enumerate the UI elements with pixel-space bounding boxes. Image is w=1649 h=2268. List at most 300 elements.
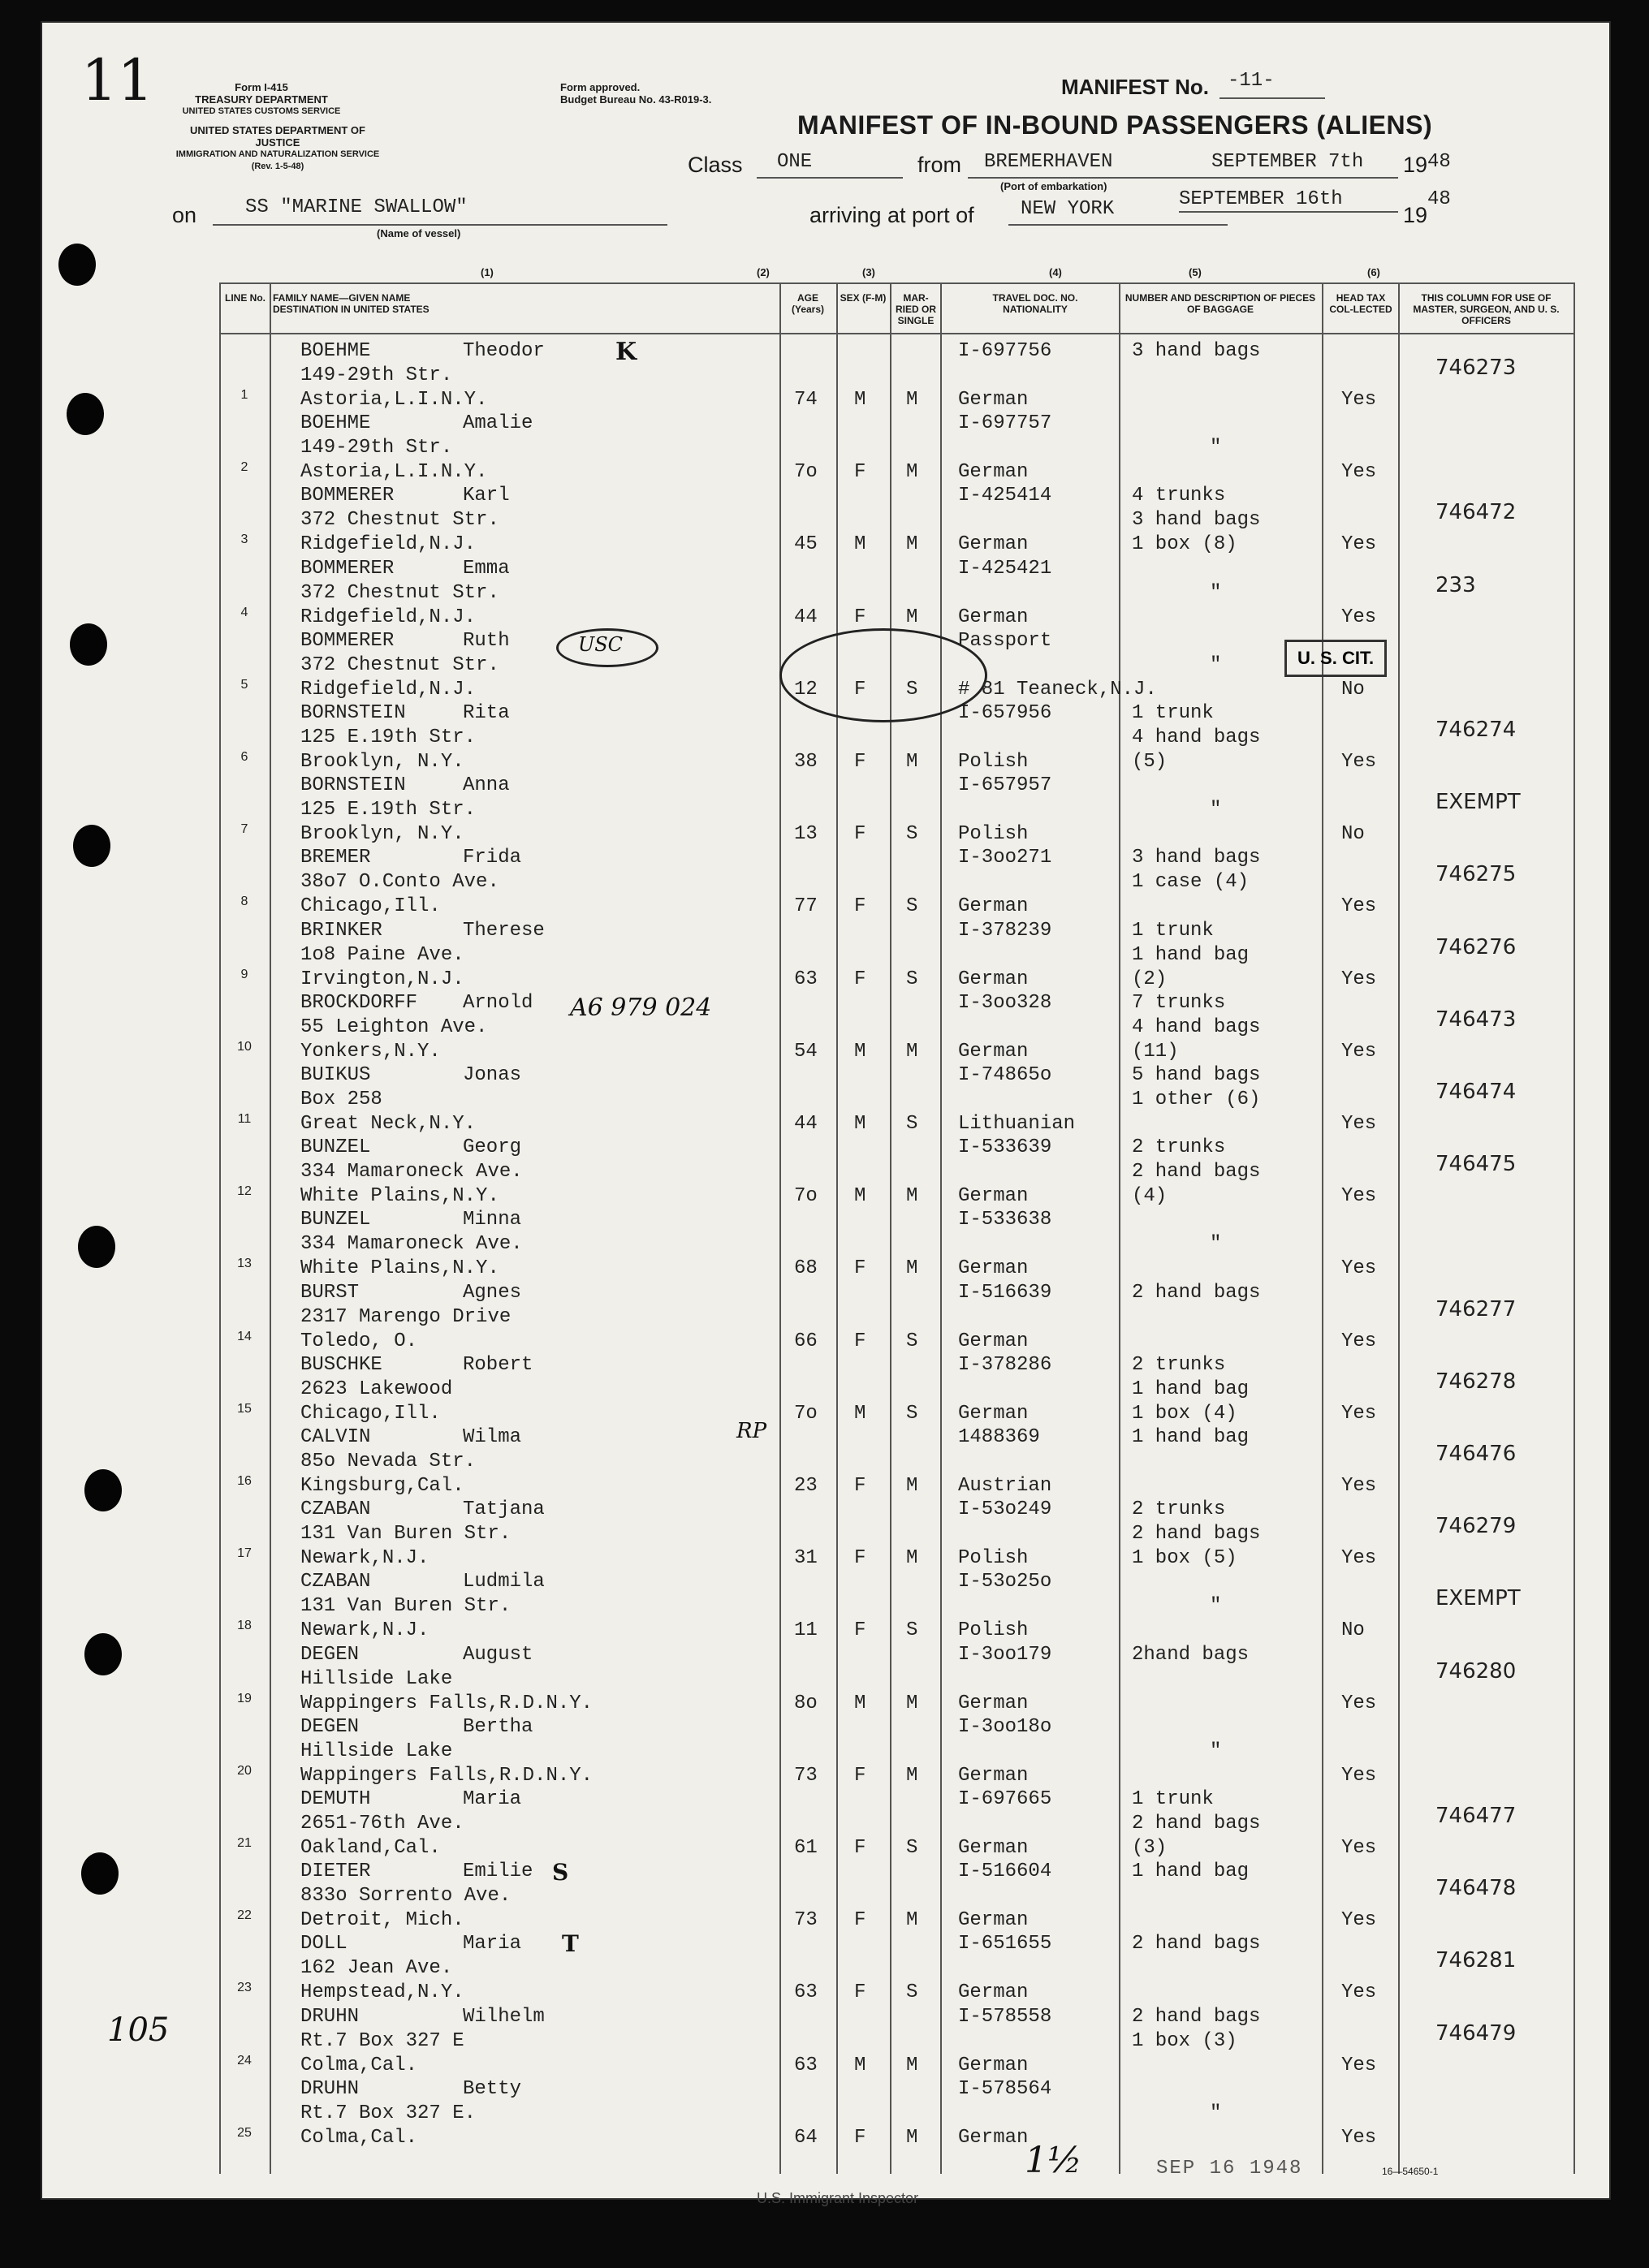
marital-status: S [906,1981,918,2004]
given-name: Amalie [463,412,533,435]
manifest-no-label: MANIFEST No. [1061,75,1209,99]
nationality: German [958,606,1029,628]
family-name: DRUHN [300,2077,360,2100]
family-name: DEGEN [300,1643,360,1666]
travel-doc-no: I-578564 [958,2077,1052,2100]
travel-doc-no: I-533639 [958,1136,1052,1159]
family-name: BOMMERER [300,629,395,652]
address-line-1: 149-29th Str. [300,437,453,459]
officer-number: 746275 [1435,862,1517,887]
travel-doc-no: I-697757 [958,412,1052,435]
marital-status: S [906,1619,918,1642]
nationality: German [958,1909,1029,1932]
k-mark: K [615,338,637,366]
sex: F [854,678,866,701]
family-name: BORNSTEIN [300,702,406,724]
nationality: German [958,1692,1029,1714]
marital-status: M [906,1692,918,1714]
officer-number: 746276 [1435,934,1517,959]
justice-block [172,124,383,173]
officer-number: 746478 [1435,1876,1517,1901]
address-line-2: Ridgefield,N.J. [300,533,477,556]
table-row [219,1498,1575,1570]
baggage-line-2: " [1210,653,1222,676]
family-name: BROCKDORFF [300,991,418,1014]
travel-doc-no: I-578558 [958,2005,1052,2028]
sex: F [854,823,866,846]
travel-doc-no: I-378286 [958,1353,1052,1376]
nationality: Polish [958,823,1029,846]
marital-status: M [906,1909,918,1932]
table-row [219,1715,1575,1787]
sex: F [854,2126,866,2149]
address-line-2: Great Neck,N.Y. [300,1113,477,1135]
col-officer-header: THIS COLUMN FOR USE OF MASTER, SURGEON, AND U. S. OFFICERS [1413,292,1560,326]
col-line-header: LINE No. [225,292,265,304]
alien-reg-number: A6 979 024 [570,994,712,1022]
embark-port-note: (Port of embarkation) [1000,180,1107,192]
approval-block [560,81,804,106]
travel-doc-no: Passport [958,629,1052,652]
family-name: DOLL [300,1933,347,1955]
usc-oval-text: USC [578,633,624,656]
head-tax: Yes [1341,1692,1377,1714]
address-line-1: 372 Chestnut Str. [300,509,499,532]
marital-status: S [906,1837,918,1859]
sex: F [854,895,866,918]
officer-number: EXEMPT [1435,790,1521,815]
sex: F [854,1547,866,1570]
nationality: German [958,1185,1029,1208]
age: 11 [794,1619,818,1642]
address-line-1: 2623 Lakewood [300,1378,453,1400]
table-row [219,1208,1575,1280]
address-line-1: 125 E.19th Str. [300,727,477,748]
address-line-1: 1o8 Paine Ave. [300,943,464,966]
nationality: German [958,968,1029,990]
line-number: 22 [237,1908,252,1923]
inspector-label: U.S. Immigrant Inspector [757,2190,919,2206]
table-row [219,1570,1575,1642]
marital-status: M [906,1764,918,1787]
address-line-1: 149-29th Str. [300,364,453,386]
officer-number: 746479 [1435,2020,1517,2046]
table-row [219,1063,1575,1136]
ins-service: IMMIGRATION AND NATURALIZATION SERVICE [175,149,380,159]
baggage-line-2: 4 hand bags [1132,1015,1261,1038]
address-line-2: Newark,N.J. [300,1547,430,1570]
baggage-line-3: (3) [1132,1837,1168,1859]
colnum-2: (2) [757,266,770,278]
from-label: from [917,153,961,177]
family-name: DEGEN [300,1715,360,1738]
travel-doc-no: I-3oo179 [958,1643,1052,1666]
address-line-1: 2317 Marengo Drive [300,1305,512,1328]
baggage-line-1: 2 trunks [1132,1353,1226,1376]
given-name: Therese [463,919,545,942]
nationality: German [958,1330,1029,1352]
baggage-line-1: 1 trunk [1132,1788,1214,1810]
travel-doc-no: I-53o249 [958,1498,1052,1521]
line-number: 15 [237,1401,252,1416]
travel-doc-no: I-651655 [958,1933,1052,1955]
sex: M [854,533,866,556]
line-number: 19 [237,1691,252,1705]
baggage-line-1: 1 hand bag [1132,1426,1250,1448]
given-name: Anna [463,774,510,797]
sex: M [854,389,866,411]
officer-number: 746279 [1435,1514,1517,1539]
marital-status: M [906,389,918,411]
given-name: August [463,1643,533,1666]
nationality: German [958,2054,1029,2076]
address-line-1: Hillside Lake [300,1740,453,1762]
table-row [219,846,1575,918]
address-line-1: Box 258 [300,1089,382,1110]
given-name: Minna [463,1209,522,1231]
travel-doc-no: I-697756 [958,340,1052,362]
marital-status: S [906,1402,918,1425]
colnum-1: (1) [481,266,494,278]
given-name: Bertha [463,1715,533,1738]
given-name: Frida [463,847,522,869]
officer-number: 233 [1435,572,1476,597]
officer-number: 746280 [1435,1658,1517,1684]
binder-hole [84,1633,122,1675]
family-name: BURST [300,1281,360,1304]
embark-port: BREMERHAVEN [984,151,1113,173]
baggage-line-1: 2 hand bags [1132,2005,1261,2028]
address-line-1: 334 Mamaroneck Ave. [300,1161,523,1184]
baggage-line-2: 1 other (6) [1132,1089,1261,1110]
officer-number: 746476 [1435,1442,1517,1466]
baggage-line-1: 4 trunks [1132,485,1226,507]
line-number: 1 [240,388,248,402]
sex: F [854,751,866,773]
sex: M [854,1040,866,1063]
marital-status: M [906,751,918,773]
line-number: 11 [237,1112,252,1126]
sex: M [854,1402,866,1425]
nationality: German [958,1402,1029,1425]
sex: M [854,1185,866,1208]
address-line-1: 162 Jean Ave. [300,1957,453,1980]
head-tax: Yes [1341,606,1377,628]
marital-status: M [906,533,918,556]
address-line-1: 85o Nevada Str. [300,1451,477,1472]
customs-service: UNITED STATES CUSTOMS SERVICE [182,106,341,116]
col-baggage-header: NUMBER AND DESCRIPTION OF PIECES OF BAGGAGE [1125,292,1316,315]
table-row [219,1353,1575,1425]
travel-doc-no: I-3oo271 [958,847,1052,869]
age: 12 [794,678,818,701]
baggage-line-1: 2 trunks [1132,1498,1226,1521]
given-name: Arnold [463,991,533,1014]
baggage-line-2: 1 box (3) [1132,2029,1237,2052]
sex: F [854,1837,866,1859]
table-row [219,991,1575,1063]
address-line-1: 55 Leighton Ave. [300,1015,488,1038]
given-name: Wilhelm [463,2005,545,2028]
age: 77 [794,895,818,918]
line-number: 25 [237,2125,252,2140]
sex: F [854,1330,866,1352]
head-tax: Yes [1341,1837,1377,1859]
line-number: 24 [237,2053,252,2068]
baggage-line-3: (4) [1132,1185,1168,1208]
travel-doc-no: I-697665 [958,1788,1052,1810]
form-approved: Form approved. [560,81,641,93]
col-tax-header: HEAD TAX COL-LECTED [1329,292,1392,315]
arrival-date-stamp: SEP 16 1948 [1156,2158,1303,2180]
arrival-year: 48 [1427,188,1451,210]
family-name: BUNZEL [300,1136,371,1159]
table-row [219,1425,1575,1498]
nationality: Austrian [958,1475,1052,1497]
given-name: Karl [463,485,510,507]
given-name: Maria [463,1788,522,1810]
marital-status: M [906,1475,918,1497]
age: 23 [794,1475,818,1497]
baggage-line-1: 2hand bags [1132,1643,1250,1666]
baggage-line-3: (5) [1132,751,1168,773]
marital-status: S [906,1330,918,1352]
table-row [219,1860,1575,1932]
family-name: CALVIN [300,1426,371,1448]
on-label: on [172,203,197,227]
table-row [219,412,1575,484]
colnum-6: (6) [1367,266,1380,278]
baggage-line-1: 1 hand bag [1132,1861,1250,1883]
nationality: Polish [958,1619,1029,1642]
head-tax: Yes [1341,2054,1377,2076]
age: 38 [794,751,818,773]
binder-hole [84,1469,122,1511]
head-tax: No [1341,1619,1365,1642]
head-tax: Yes [1341,389,1377,411]
sex: F [854,461,866,484]
family-name: BRINKER [300,919,382,942]
baggage-line-1: 1 trunk [1132,919,1214,942]
address-line-1: 372 Chestnut Str. [300,653,499,676]
arriving-label: arriving at port of [809,203,974,227]
head-tax: Yes [1341,1402,1377,1425]
table-row [219,1136,1575,1208]
age: 7o [794,1185,818,1208]
marital-status: M [906,2054,918,2076]
address-line-2: Brooklyn, N.Y. [300,751,464,773]
line-number: 9 [240,967,248,981]
nationality: German [958,2126,1029,2149]
head-tax: Yes [1341,1185,1377,1208]
table-row [219,1932,1575,2004]
sex: F [854,606,866,628]
given-name: Georg [463,1136,522,1159]
age: 74 [794,389,818,411]
us-cit-stamp: U. S. CIT. [1284,640,1387,677]
baggage-line-3: 1 box (5) [1132,1547,1237,1570]
age: 45 [794,533,818,556]
age: 68 [794,1257,818,1280]
address-line-1: 372 Chestnut Str. [300,581,499,604]
family-name: BREMER [300,847,371,869]
nationality: Polish [958,1547,1029,1570]
address-line-1: Hillside Lake [300,1667,453,1690]
form-print-number: 16—54650-1 [1382,2166,1439,2177]
arrival-year-prefix: 19 [1403,203,1428,227]
col-married-header: MAR-RIED OR SINGLE [895,292,936,326]
address-line-1: 833o Sorrento Ave. [300,1885,512,1908]
vessel-name: SS "MARINE SWALLOW" [245,196,468,218]
head-tax: Yes [1341,1909,1377,1932]
vessel-note: (Name of vessel) [377,227,461,239]
head-tax: Yes [1341,1764,1377,1787]
arrival-port: NEW YORK [1021,198,1115,220]
age: 64 [794,2126,818,2149]
age: 66 [794,1330,818,1352]
form-number: Form I-415 [235,81,288,93]
arrival-date: SEPTEMBER 16th [1179,188,1343,210]
given-name: Tatjana [463,1498,545,1521]
address-line-2: Toledo, O. [300,1330,418,1352]
sex: F [854,1619,866,1642]
address-line-2: White Plains,N.Y. [300,1257,499,1280]
address-line-2: Wappingers Falls,R.D.N.Y. [300,1764,594,1787]
t-mark: T [562,1930,579,1957]
col-name-header: FAMILY NAME—GIVEN NAME DESTINATION IN UNITED STATES [273,292,430,315]
address-line-2: Irvington,N.J. [300,968,464,990]
line-number: 18 [237,1619,252,1633]
rp-mark: RP [736,1419,767,1443]
address-line-2: Chicago,Ill. [300,895,441,918]
baggage-line-2: 2 hand bags [1132,1523,1261,1546]
family-name: DIETER [300,1861,371,1883]
age: 13 [794,823,818,846]
baggage-line-1: 2 hand bags [1132,1933,1261,1955]
sex: F [854,1909,866,1932]
officer-number: 746274 [1435,718,1517,742]
officer-number: 746477 [1435,1804,1517,1828]
line-number: 10 [237,1039,252,1054]
travel-doc-no: I-3oo328 [958,991,1052,1014]
nationality: Polish [958,751,1029,773]
head-tax: No [1341,823,1365,846]
family-name: BOEHME [300,412,371,435]
officer-number: EXEMPT [1435,1586,1521,1611]
given-name: Jonas [463,1064,522,1086]
table-row [219,1281,1575,1353]
line-number: 5 [240,677,248,692]
officer-number: 746278 [1435,1369,1517,1394]
line-number: 20 [237,1763,252,1778]
head-tax: Yes [1341,1040,1377,1063]
head-tax: Yes [1341,1547,1377,1570]
travel-doc-no: I-657957 [958,774,1052,797]
page-title: MANIFEST OF IN-BOUND PASSENGERS (ALIENS) [797,110,1433,140]
family-name: DRUHN [300,2005,360,2028]
depart-year-prefix: 19 [1403,153,1428,177]
age: 63 [794,968,818,990]
binder-hole [78,1226,115,1268]
marital-status: S [906,895,918,918]
sex: F [854,1475,866,1497]
sex: F [854,1981,866,2004]
baggage-line-2: " [1210,1595,1222,1618]
baggage-line-2: 3 hand bags [1132,509,1261,532]
table-row [219,484,1575,556]
depart-year: 48 [1427,151,1451,173]
baggage-line-2: " [1210,437,1222,459]
binder-hole [73,825,110,867]
given-name: Maria [463,1933,522,1955]
address-line-2: Yonkers,N.Y. [300,1040,441,1063]
head-tax: Yes [1341,461,1377,484]
age: 31 [794,1547,818,1570]
nationality: German [958,1257,1029,1280]
head-tax: Yes [1341,1257,1377,1280]
marital-status: S [906,968,918,990]
baggage-line-3: 1 box (4) [1132,1402,1237,1425]
margin-mark-bottom: 105 [107,2011,170,2049]
address-line-1: 125 E.19th Str. [300,799,477,821]
col-doc-header: TRAVEL DOC. NO. NATIONALITY [992,292,1078,315]
passenger-table [219,282,1575,2174]
marital-status: M [906,1257,918,1280]
age: 7o [794,461,818,484]
sex: M [854,2054,866,2076]
baggage-line-2: " [1210,1740,1222,1762]
binder-hole [81,1852,119,1895]
address-line-1: 131 Van Buren Str. [300,1595,512,1618]
line-number: 23 [237,1981,252,1995]
baggage-line-1: 2 trunks [1132,1136,1226,1159]
head-tax: Yes [1341,1330,1377,1352]
address-line-1: Rt.7 Box 327 E [300,2029,464,2052]
baggage-line-1: 5 hand bags [1132,1064,1261,1086]
age: 54 [794,1040,818,1063]
officer-number: 746472 [1435,500,1517,525]
address-line-2: Kingsburg,Cal. [300,1475,464,1497]
baggage-line-1: 3 hand bags [1132,340,1261,362]
age: 73 [794,1764,818,1787]
table-row [219,774,1575,846]
baggage-line-2: 1 case (4) [1132,871,1250,894]
address-line-1: Rt.7 Box 327 E. [300,2102,477,2124]
given-name: Wilma [463,1426,522,1448]
address-line-2: Ridgefield,N.J. [300,678,477,701]
baggage-line-2: 1 hand bag [1132,943,1250,966]
travel-doc-no: I-74865o [958,1064,1052,1086]
s-mark: S [552,1859,569,1886]
inspector-signature: 1½ [1025,2140,1082,2181]
marital-status: M [906,1185,918,1208]
age: 73 [794,1909,818,1932]
travel-doc-no: I-378239 [958,919,1052,942]
age: 7o [794,1402,818,1425]
baggage-line-2: 1 hand bag [1132,1378,1250,1400]
baggage-line-2: " [1210,1233,1222,1256]
nationality: German [958,533,1029,556]
baggage-line-2: 2 hand bags [1132,1813,1261,1835]
baggage-line-2: 2 hand bags [1132,1161,1261,1184]
marital-status: S [906,678,918,701]
marital-status: M [906,2126,918,2149]
line-number: 14 [237,1329,252,1343]
manifest-no-value: -11- [1228,70,1275,92]
family-name: BORNSTEIN [300,774,406,797]
baggage-line-2: 4 hand bags [1132,727,1261,748]
sex: M [854,1692,866,1714]
